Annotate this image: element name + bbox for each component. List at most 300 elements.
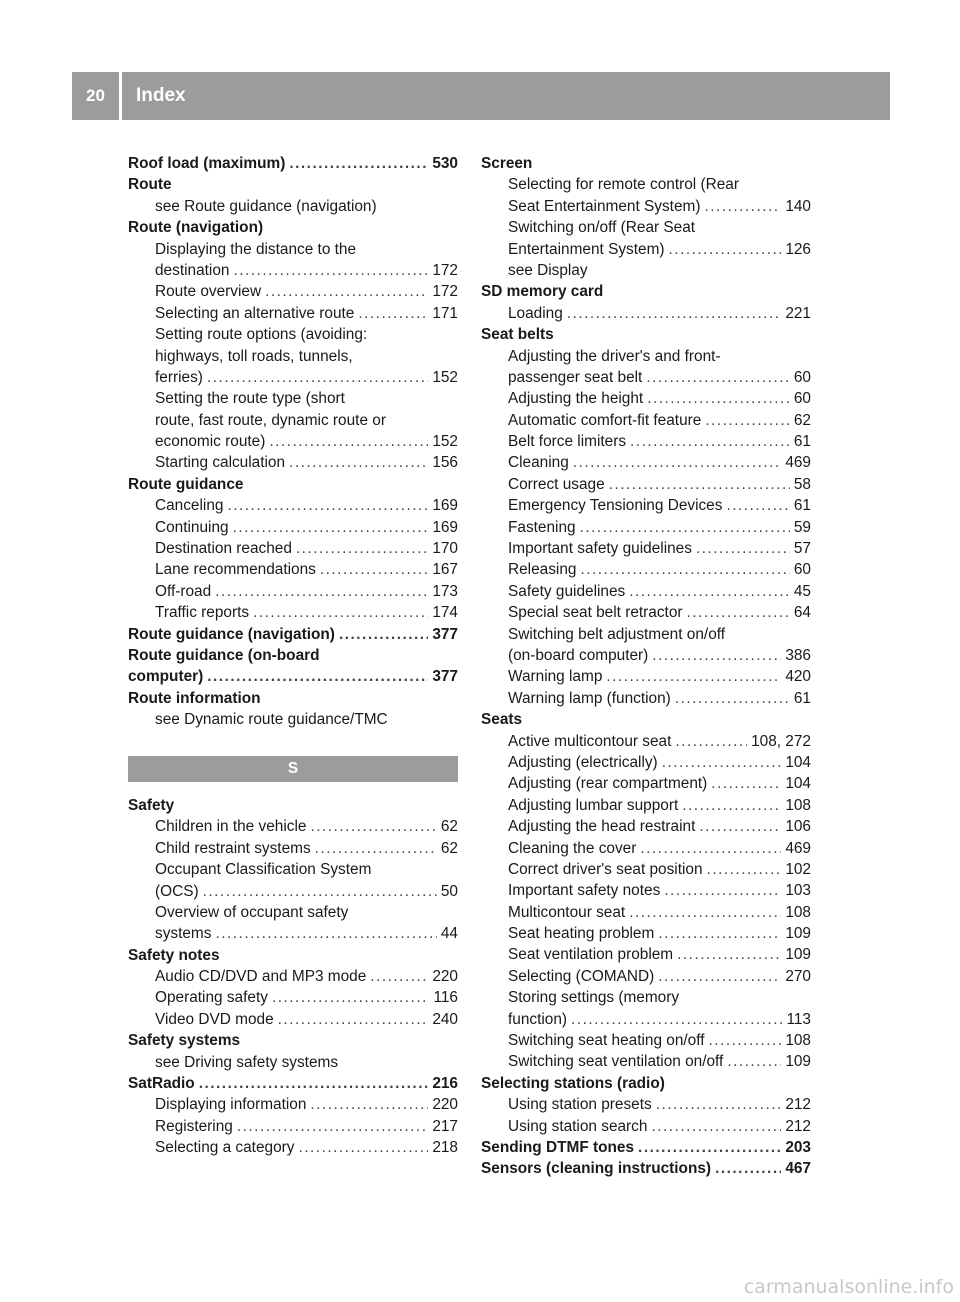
index-entry (128, 1073, 458, 1094)
entry-text: Important safety guidelines (508, 540, 692, 558)
index-subentry (481, 752, 811, 773)
page-reference: 109 (785, 1053, 811, 1071)
index-subentry (481, 966, 811, 987)
page-reference: 60 (793, 561, 811, 579)
index-subentry (128, 367, 458, 388)
entry-text: see Display (508, 261, 588, 279)
dot-leader (646, 367, 790, 388)
page-reference: 270 (785, 967, 811, 985)
index-subentry (481, 624, 811, 645)
index-subentry (128, 260, 458, 281)
dot-leader (640, 838, 781, 859)
entry-text: destination (155, 261, 230, 279)
index-entry (481, 1158, 811, 1179)
page-reference: 169 (432, 518, 458, 536)
dot-leader (233, 260, 428, 281)
entry-text: Storing settings (memory (508, 989, 680, 1007)
dot-leader (571, 1009, 782, 1030)
dot-leader (715, 1158, 781, 1179)
page-reference: 152 (432, 368, 458, 386)
index-subentry (128, 923, 458, 944)
index-subentry (481, 217, 811, 238)
page-reference: 60 (793, 390, 811, 408)
entry-text: Automatic comfort-fit feature (508, 411, 702, 429)
entry-text: Video DVD mode (155, 1010, 274, 1028)
page-reference: 220 (432, 1096, 458, 1114)
dot-leader (711, 773, 781, 794)
entry-text: Route (navigation) (128, 219, 264, 237)
entry-text: Setting the route type (short (155, 390, 345, 408)
page-reference: 62 (440, 839, 458, 857)
dot-leader (298, 1137, 428, 1158)
index-subentry (481, 388, 811, 409)
dot-leader (652, 645, 781, 666)
index-entry (128, 666, 458, 687)
page-reference: 152 (432, 433, 458, 451)
dot-leader (289, 452, 428, 473)
entry-text: Canceling (155, 497, 224, 515)
dot-leader (677, 944, 781, 965)
entry-text: Route information (128, 689, 261, 707)
watermark: carmanualsonline.info (743, 1276, 954, 1298)
index-subentry (481, 838, 811, 859)
entry-text: see Driving safety systems (155, 1053, 339, 1071)
index-subentry (481, 346, 811, 367)
index-subentry (481, 688, 811, 709)
page-reference: 104 (785, 775, 811, 793)
entry-text: Adjusting (rear compartment) (508, 775, 708, 793)
entry-text: Seat ventilation problem (508, 946, 674, 964)
dot-leader (370, 966, 428, 987)
entry-text: highways, toll roads, tunnels, (155, 347, 353, 365)
entry-text: Sending DTMF tones (481, 1138, 635, 1156)
entry-text: Special seat belt retractor (508, 604, 683, 622)
entry-text: Roof load (maximum) (128, 155, 286, 172)
entry-text: Switching belt adjustment on/off (508, 625, 726, 643)
index-subentry (481, 773, 811, 794)
entry-text: Active multicontour seat (508, 732, 672, 750)
index-subentry (128, 431, 458, 452)
index-subentry (128, 346, 458, 367)
entry-text: see Route guidance (navigation) (155, 197, 377, 215)
dot-leader (726, 495, 789, 516)
dot-leader (358, 303, 428, 324)
dot-leader (664, 880, 781, 901)
dot-leader (696, 538, 790, 559)
entry-text: Operating safety (155, 989, 268, 1007)
index-subentry (128, 881, 458, 902)
entry-text: Cleaning the cover (508, 839, 637, 857)
index-subentry (481, 1009, 811, 1030)
page-reference: 109 (785, 925, 811, 943)
index-subentry (128, 1116, 458, 1137)
index-subentry (481, 410, 811, 431)
entry-text: Traffic reports (155, 604, 250, 622)
entry-text: Sensors (cleaning instructions) (481, 1160, 712, 1178)
dot-leader (253, 602, 428, 623)
dot-leader (233, 517, 429, 538)
page-reference: 108 (785, 796, 811, 814)
entry-text: Selecting an alternative route (155, 304, 355, 322)
dot-leader (573, 452, 782, 473)
entry-text: Warning lamp (508, 668, 603, 686)
page-reference: 467 (785, 1160, 811, 1178)
page-reference: 58 (793, 475, 811, 493)
dot-leader (265, 281, 428, 302)
entry-text: passenger seat belt (508, 368, 643, 386)
index-subentry (481, 816, 811, 837)
page-reference: 44 (440, 925, 458, 943)
index-subentry (128, 452, 458, 473)
page-reference: 172 (432, 261, 458, 279)
page-reference: 170 (432, 540, 458, 558)
dot-leader (629, 902, 781, 923)
index-subentry (481, 474, 811, 495)
index-subentry (128, 859, 458, 880)
entry-text: Displaying information (155, 1096, 307, 1114)
page-reference: 217 (432, 1117, 458, 1135)
dot-leader (310, 816, 436, 837)
index-entry (481, 281, 811, 302)
index-subentry (128, 1052, 458, 1073)
page-reference: 212 (785, 1096, 811, 1114)
entry-text: Using station presets (508, 1096, 652, 1114)
dot-leader (272, 987, 430, 1008)
entry-text: Adjusting the driver's and front- (508, 347, 721, 365)
entry-text: Important safety notes (508, 882, 661, 900)
index-subentry (481, 260, 811, 281)
dot-leader (207, 666, 428, 687)
entry-text: Starting calculation (155, 454, 286, 472)
index-subentry (481, 645, 811, 666)
entry-text: Using station search (508, 1117, 648, 1135)
entry-text: Off-road (155, 582, 212, 600)
entry-text: Setting route options (avoiding: (155, 326, 368, 344)
dot-leader (709, 1030, 782, 1051)
index-entry (481, 153, 811, 174)
index-subentry (128, 581, 458, 602)
dot-leader (207, 367, 428, 388)
page-reference: 106 (785, 818, 811, 836)
entry-text: Lane recommendations (155, 561, 316, 579)
entry-text: Releasing (508, 561, 577, 579)
dot-leader (215, 923, 436, 944)
entry-text: Adjusting the head restraint (508, 818, 696, 836)
index-subentry (481, 1051, 811, 1072)
entry-text: see Dynamic route guidance/TMC (155, 711, 388, 729)
dot-leader (687, 602, 790, 623)
entry-text: Adjusting lumbar support (508, 796, 679, 814)
index-subentry (481, 1094, 811, 1115)
index-subentry (128, 324, 458, 345)
entry-text: Screen (481, 155, 533, 172)
dot-leader (675, 688, 790, 709)
index-entry (128, 174, 458, 195)
entry-text: Adjusting (electrically) (508, 753, 658, 771)
page-reference: 57 (793, 540, 811, 558)
page-reference: 469 (785, 839, 811, 857)
page-reference: 116 (433, 989, 458, 1007)
index-column-left (128, 153, 458, 1159)
index-subentry (481, 795, 811, 816)
index-subentry (128, 559, 458, 580)
dot-leader (638, 1137, 781, 1158)
entry-text: Seat Entertainment System) (508, 197, 701, 215)
page-reference: 218 (432, 1139, 458, 1157)
index-subentry (481, 602, 811, 623)
page-reference: 108, 272 (751, 732, 811, 750)
entry-text: Emergency Tensioning Devices (508, 497, 723, 515)
entry-text: Adjusting the height (508, 390, 644, 408)
page-reference: 60 (793, 368, 811, 386)
index-subentry (128, 987, 458, 1008)
index-entry (128, 945, 458, 966)
entry-text: Safety guidelines (508, 582, 626, 600)
page-reference: 172 (432, 283, 458, 301)
page-reference: 203 (785, 1138, 811, 1156)
dot-leader (609, 474, 790, 495)
index-subentry (481, 452, 811, 473)
dot-leader (580, 559, 789, 580)
dot-leader (704, 196, 781, 217)
entry-text: Seats (481, 711, 523, 729)
dot-leader (658, 966, 781, 987)
entry-text: Safety (128, 796, 175, 814)
dot-leader (580, 517, 790, 538)
entry-text: Fastening (508, 518, 576, 536)
section-letter-header: S (128, 756, 458, 782)
index-subentry (481, 431, 811, 452)
entry-text: Route guidance (128, 475, 244, 493)
index-subentry (128, 410, 458, 431)
dot-leader (237, 1116, 428, 1137)
index-subentry (128, 303, 458, 324)
index-subentry (481, 581, 811, 602)
entry-text: Switching seat ventilation on/off (508, 1053, 724, 1071)
entry-text: Occupant Classification System (155, 861, 372, 879)
dot-leader (727, 1051, 781, 1072)
index-entry (481, 1073, 811, 1094)
entry-text: Safety notes (128, 946, 220, 964)
index-subentry (481, 880, 811, 901)
page-reference: 126 (785, 240, 811, 258)
entry-text: Loading (508, 304, 563, 322)
dot-leader (662, 752, 782, 773)
entry-text: Registering (155, 1117, 233, 1135)
entry-text: Route overview (155, 283, 262, 301)
dot-leader (203, 881, 437, 902)
dot-leader (296, 538, 428, 559)
entry-text: (on-board computer) (508, 646, 649, 664)
page-reference: 171 (432, 304, 458, 322)
dot-leader (320, 559, 428, 580)
entry-text: SD memory card (481, 283, 604, 301)
page-reference: 377 (432, 668, 458, 686)
index-subentry (481, 239, 811, 260)
entry-text: Multicontour seat (508, 903, 626, 921)
entry-text: Cleaning (508, 454, 569, 472)
index-subentry (481, 538, 811, 559)
dot-leader (705, 410, 790, 431)
index-subentry (128, 538, 458, 559)
page-reference: 64 (793, 604, 811, 622)
entry-text: route, fast route, dynamic route or (155, 411, 386, 429)
page-reference: 61 (793, 497, 811, 515)
dot-leader (289, 153, 428, 174)
index-subentry (481, 517, 811, 538)
dot-leader (656, 1094, 782, 1115)
entry-text: Child restraint systems (155, 839, 311, 857)
dot-leader (269, 431, 428, 452)
entry-text: Seat heating problem (508, 925, 655, 943)
entry-text: Route guidance (navigation) (128, 625, 335, 643)
dot-leader (567, 303, 782, 324)
index-subentry (481, 367, 811, 388)
page-reference: 167 (432, 561, 458, 579)
index-subentry (481, 1030, 811, 1051)
index-subentry (128, 239, 458, 260)
spacer (128, 731, 458, 752)
page-reference: 140 (785, 197, 811, 215)
index-subentry (481, 1116, 811, 1137)
entry-text: Switching seat heating on/off (508, 1032, 705, 1050)
index-entry (481, 709, 811, 730)
index-subentry (481, 902, 811, 923)
index-entry (128, 624, 458, 645)
dot-leader (629, 581, 790, 602)
dot-leader (315, 838, 437, 859)
entry-text: Seat belts (481, 326, 554, 344)
page-reference: 221 (785, 304, 811, 322)
page-reference: 113 (786, 1010, 811, 1028)
entry-text: Selecting stations (radio) (481, 1074, 665, 1092)
entry-text: computer) (128, 668, 204, 686)
page-reference: 62 (440, 818, 458, 836)
dot-leader (675, 731, 747, 752)
index-subentry (128, 517, 458, 538)
dot-leader (682, 795, 781, 816)
page-reference: 386 (785, 646, 811, 664)
dot-leader (699, 816, 781, 837)
page-reference: 104 (785, 753, 811, 771)
page-reference: 173 (432, 582, 458, 600)
index-subentry (128, 495, 458, 516)
page-reference: 169 (432, 497, 458, 515)
index-subentry (481, 559, 811, 580)
page-reference: 62 (793, 411, 811, 429)
index-subentry (481, 923, 811, 944)
dot-leader (606, 666, 781, 687)
dot-leader (658, 923, 781, 944)
index-subentry (128, 902, 458, 923)
index-subentry (481, 174, 811, 195)
index-subentry (128, 196, 458, 217)
page-reference: 216 (432, 1075, 458, 1093)
entry-text: Safety systems (128, 1032, 241, 1050)
entry-text: Belt force limiters (508, 433, 627, 451)
entry-text: Selecting (COMAND) (508, 967, 655, 985)
page-reference: 109 (785, 946, 811, 964)
entry-text: Switching on/off (Rear Seat (508, 219, 696, 237)
page-reference: 45 (793, 582, 811, 600)
index-entry (128, 474, 458, 495)
dot-leader (669, 239, 782, 260)
index-subentry (481, 495, 811, 516)
index-subentry (481, 944, 811, 965)
dot-leader (215, 581, 428, 602)
entry-text: Overview of occupant safety (155, 903, 349, 921)
dot-leader (647, 388, 790, 409)
page-reference: 61 (793, 433, 811, 451)
entry-text: Route (128, 176, 172, 194)
entry-text: SatRadio (128, 1075, 195, 1093)
index-entry (481, 324, 811, 345)
index-subentry (128, 1009, 458, 1030)
index-subentry (128, 838, 458, 859)
entry-text: systems (155, 925, 212, 943)
entry-text: Displaying the distance to the (155, 240, 357, 258)
index-subentry (128, 1094, 458, 1115)
dot-leader (227, 495, 428, 516)
page-reference: 156 (432, 454, 458, 472)
index-subentry (481, 666, 811, 687)
entry-text: Children in the vehicle (155, 818, 307, 836)
entry-text: Correct driver's seat position (508, 860, 703, 878)
page-reference: 212 (785, 1117, 811, 1135)
index-entry (481, 1137, 811, 1158)
index-entry (128, 1030, 458, 1051)
index-entry (128, 645, 458, 666)
page-reference: 108 (785, 1032, 811, 1050)
page-title: Index (136, 85, 186, 106)
page-reference: 240 (432, 1010, 458, 1028)
index-entry (128, 153, 458, 174)
entry-text: Audio CD/DVD and MP3 mode (155, 968, 367, 986)
index-subentry (481, 196, 811, 217)
entry-text: Warning lamp (function) (508, 689, 671, 707)
index-subentry (128, 966, 458, 987)
header-bar (72, 72, 890, 120)
index-subentry (128, 281, 458, 302)
dot-leader (630, 431, 790, 452)
page-number: 20 (72, 72, 122, 120)
entry-text: Selecting a category (155, 1139, 295, 1157)
page-reference: 420 (785, 668, 811, 686)
page-reference: 61 (793, 689, 811, 707)
entry-text: Continuing (155, 518, 229, 536)
entry-text: Correct usage (508, 475, 605, 493)
page-reference: 102 (785, 860, 811, 878)
index-subentry (128, 1137, 458, 1158)
page-reference: 50 (440, 882, 458, 900)
entry-text: Entertainment System) (508, 240, 665, 258)
index-subentry (481, 859, 811, 880)
index-entry (128, 795, 458, 816)
index-subentry (128, 388, 458, 409)
page-reference: 174 (432, 604, 458, 622)
page-reference: 377 (432, 625, 458, 643)
index-subentry (128, 602, 458, 623)
dot-leader (339, 624, 428, 645)
index-entry (128, 688, 458, 709)
entry-text: Destination reached (155, 540, 292, 558)
page-reference: 530 (432, 155, 458, 172)
index-entry (128, 217, 458, 238)
index-subentry (128, 816, 458, 837)
entry-text: Selecting for remote control (Rear (508, 176, 739, 194)
dot-leader (651, 1116, 781, 1137)
index-subentry (128, 709, 458, 730)
